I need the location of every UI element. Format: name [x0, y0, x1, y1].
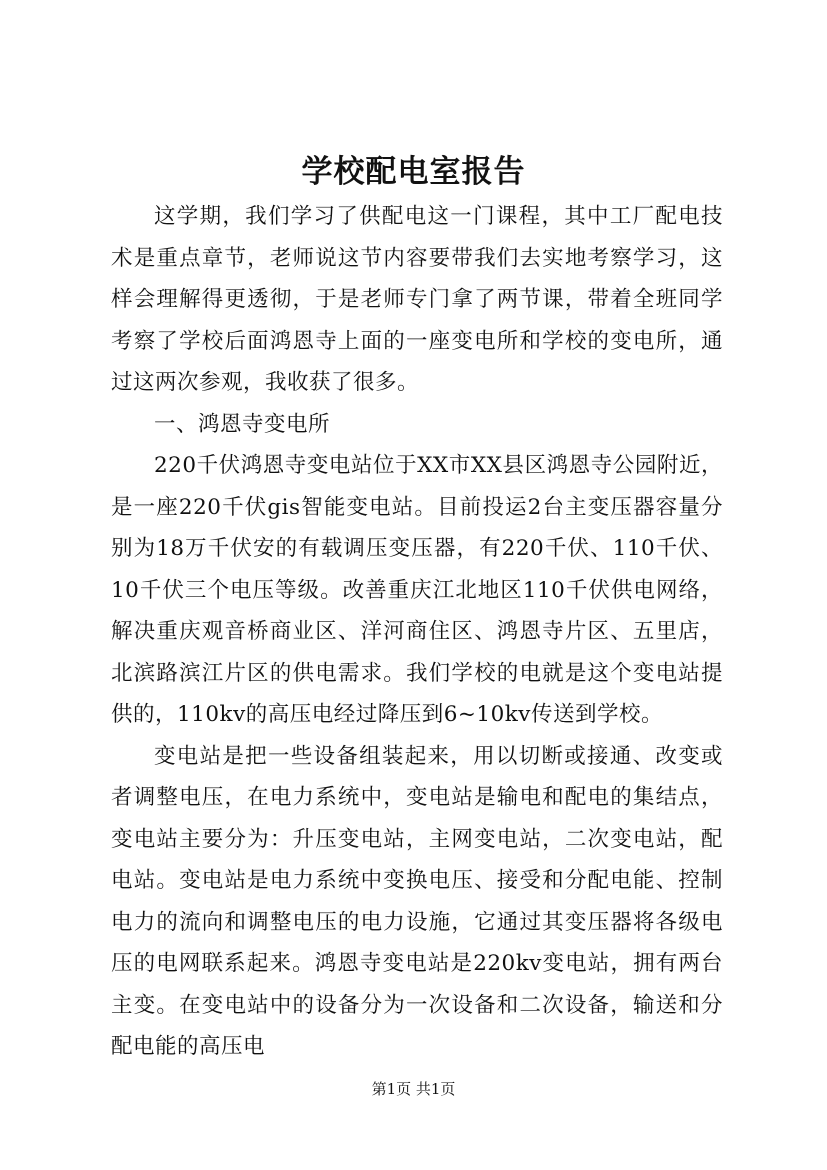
- document-title: 学校配电室报告: [301, 154, 526, 190]
- paragraph-substation-definition: 变电站是把一些设备组装起来，用以切断或接通、改变或者调整电压，在电力系统中，变电站是输电和配电的集结点，变电站主要分为：升压变电站，主网变电站，二次变电站，配电站。变电站是电力系统中变换电压、接受和分配电能、控制电力的流向和调整电压的电力设施，它通过其变压器将各级电压的电网联系起来。鸿恩寺变电站是220kv变电站，拥有两台主变。在变电站中的设备分为一次设备和二次设备，输送和分配电能的高压电: [111, 743, 723, 1059]
- paragraph-substation-info: 220千伏鸿恩寺变电站位于XX市XX县区鸿恩寺公园附近，是一座220千伏gis智能变电站。目前投运2台主变压器容量分别为18万千伏安的有载调压变压器，有220千伏、110千伏、10千伏三个电压等级。改善重庆江北地区110千伏供电网络，解决重庆观音桥商业区、洋河商住区、鸿恩寺片区、五里店，北滨路滨江片区的供电需求。我们学校的电就是这个变电站提供的，110kv的高压电经过降压到6~10kv传送到学校。: [111, 453, 723, 727]
- page-footer: 第1页 共1页: [371, 1080, 456, 1098]
- paragraph-intro: 这学期，我们学习了供配电这一门课程，其中工厂配电技术是重点章节，老师说这节内容要带我们去实地考察学习，这样会理解得更透彻，于是老师专门拿了两节课，带着全班同学考察了学校后面鸿恩寺上面的一座变电所和学校的变电所，通过这两次参观，我收获了很多。: [111, 204, 723, 395]
- section-heading: 一、鸿恩寺变电所: [154, 411, 331, 437]
- document-body: [111, 196, 723, 1068]
